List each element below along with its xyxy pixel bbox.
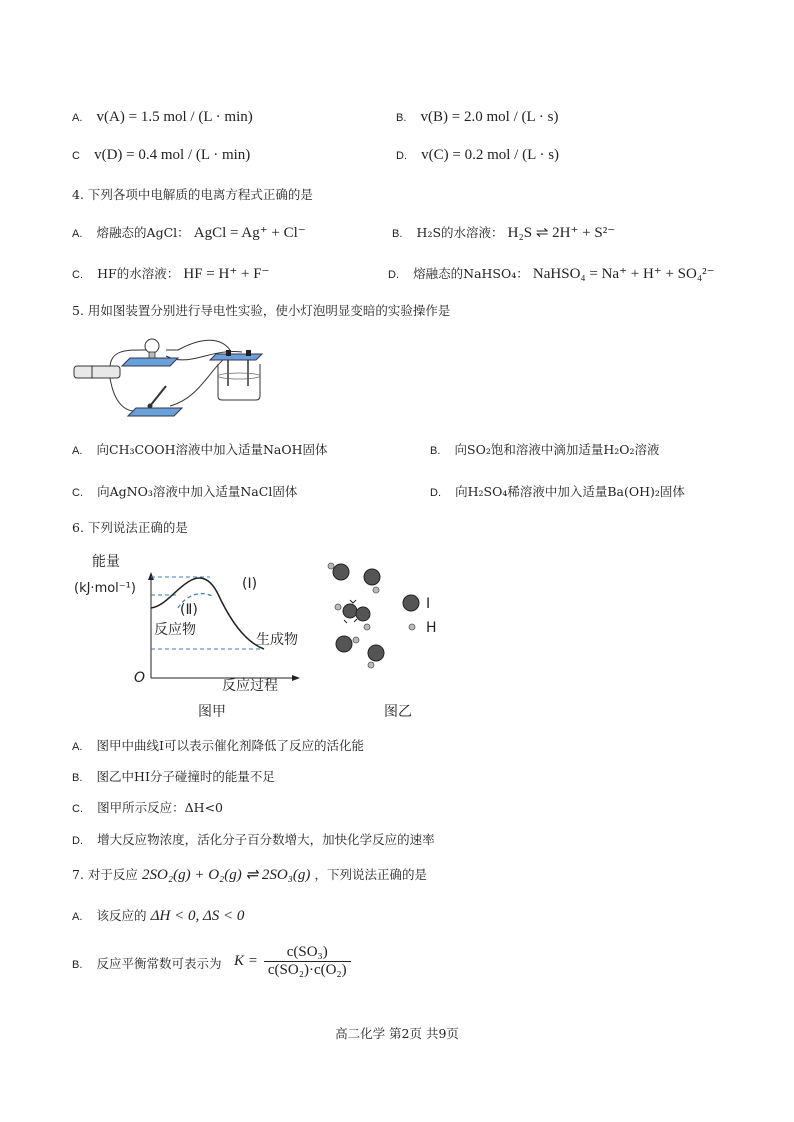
conductivity-apparatus-figure bbox=[70, 328, 310, 424]
option-letter: C. bbox=[72, 269, 83, 281]
reaction-equation: 2SO₂(g) + O₂(g) ⇌ 2SO₃(g) bbox=[142, 867, 311, 883]
option-text: 熔融态的AgCl： bbox=[96, 225, 190, 240]
q5-option-d bbox=[430, 483, 685, 502]
figure-a-caption: 图甲 bbox=[198, 704, 226, 720]
hi-molecule bbox=[368, 645, 384, 668]
fraction bbox=[264, 944, 351, 979]
molecule-collision-figure bbox=[320, 556, 460, 722]
q3-option-d bbox=[396, 146, 559, 165]
option-letter: A. bbox=[72, 228, 83, 240]
q4-option-a bbox=[72, 224, 306, 243]
wire bbox=[110, 378, 145, 411]
switch-lever bbox=[150, 386, 166, 406]
option-text: 增大反应物浓度，活化分子百分数增大，加快化学反应的速率 bbox=[97, 832, 435, 847]
ionization-equation: H₂S ⇌ 2H⁺ + S²⁻ bbox=[507, 225, 616, 241]
wire bbox=[166, 340, 230, 350]
ionization-equation: NaHSO₄ = Na⁺ + H⁺ + SO₄²⁻ bbox=[532, 266, 715, 282]
option-text: 向H₂SO₄稀溶液中加入适量Ba(OH)₂固体 bbox=[455, 484, 685, 499]
q5-option-b bbox=[430, 441, 660, 460]
q6-option-b bbox=[72, 768, 275, 787]
option-letter: A. bbox=[72, 741, 83, 753]
q6-option-a bbox=[72, 737, 364, 756]
q6-option-c bbox=[72, 799, 223, 818]
bulb-icon bbox=[145, 339, 159, 353]
q6-option-d bbox=[72, 831, 435, 850]
option-text: 图乙中HI分子碰撞时的能量不足 bbox=[96, 769, 275, 784]
k-lhs: K = bbox=[234, 953, 258, 969]
iodine-legend-label: I bbox=[426, 596, 431, 612]
hi-molecule bbox=[336, 636, 359, 652]
option-letter: D. bbox=[72, 835, 83, 847]
option-letter: C. bbox=[72, 803, 83, 815]
option-text: HF的水溶液： bbox=[97, 266, 180, 281]
ionization-equation: AgCl = Ag⁺ + Cl⁻ bbox=[193, 225, 306, 241]
option-letter: A. bbox=[72, 445, 83, 457]
page-footer: 高二化学 第2页 共9页 bbox=[335, 1026, 459, 1041]
curve-ii-label: (Ⅱ) bbox=[180, 602, 198, 618]
q7-stem-prefix: 7. 对于反应 bbox=[72, 867, 138, 882]
option-letter: C bbox=[72, 150, 80, 162]
option-text: 该反应的 bbox=[96, 908, 147, 923]
q6-stem: 6. 下列说法正确的是 bbox=[72, 520, 188, 535]
figure-b-caption: 图乙 bbox=[384, 704, 412, 720]
option-letter: B. bbox=[392, 228, 403, 240]
electrode-stand bbox=[210, 354, 262, 360]
reactant-label: 反应物 bbox=[154, 622, 196, 638]
option-text: H₂S的水溶液： bbox=[416, 225, 504, 240]
q7-stem bbox=[72, 866, 427, 885]
option-letter: D. bbox=[388, 269, 399, 281]
rate-expression: v(D) = 0.4 mol / (L · min) bbox=[94, 147, 251, 163]
hi-molecule bbox=[364, 569, 380, 593]
bulb-board bbox=[122, 358, 178, 366]
x-axis-label: 反应过程 bbox=[222, 678, 278, 694]
q7-stem-suffix: ，下列说法正确的是 bbox=[314, 867, 428, 882]
thermo-expression: ΔH < 0, ΔS < 0 bbox=[150, 908, 245, 924]
energy-profile-figure bbox=[70, 548, 320, 723]
q3-option-a bbox=[72, 108, 253, 127]
switch-board bbox=[128, 408, 182, 416]
option-text: 向AgNO₃溶液中加入适量NaCl固体 bbox=[97, 484, 298, 499]
option-text: 图甲所示反应：ΔH<0 bbox=[97, 800, 223, 815]
option-letter: D. bbox=[430, 487, 441, 499]
fraction-numerator: c(SO₃) bbox=[286, 944, 328, 960]
fraction-denominator: c(SO₂)·c(O₂) bbox=[267, 962, 347, 978]
q5-stem: 5. 用如图装置分别进行导电性实验，使小灯泡明显变暗的实验操作是 bbox=[72, 303, 451, 318]
option-letter: A. bbox=[72, 911, 83, 923]
q4-option-b bbox=[392, 224, 615, 243]
option-letter: A. bbox=[72, 112, 83, 124]
option-letter: B. bbox=[396, 112, 407, 124]
option-letter: B. bbox=[72, 959, 83, 971]
option-text: 熔融态的NaHSO₄： bbox=[413, 266, 529, 281]
option-letter: B. bbox=[430, 445, 441, 457]
option-text: 反应平衡常数可表示为 bbox=[96, 956, 222, 971]
option-text: 向CH₃COOH溶液中加入适量NaOH固体 bbox=[96, 442, 328, 457]
q4-stem: 4. 下列各项中电解质的电离方程式正确的是 bbox=[72, 187, 313, 202]
battery bbox=[74, 366, 120, 378]
beaker-icon bbox=[218, 364, 260, 400]
curve-i-label: (Ⅰ) bbox=[242, 576, 258, 592]
rate-expression: v(A) = 1.5 mol / (L · min) bbox=[96, 109, 253, 125]
rate-expression: v(B) = 2.0 mol / (L · s) bbox=[420, 109, 559, 125]
option-text: 图甲中曲线Ⅰ可以表示催化剂降低了反应的活化能 bbox=[96, 738, 364, 753]
q3-option-b bbox=[396, 108, 558, 127]
hydrogen-legend-label: H bbox=[426, 620, 437, 636]
hi-molecule bbox=[328, 563, 349, 580]
q5-option-a bbox=[72, 441, 328, 460]
y-axis-unit: (kJ·mol⁻¹) bbox=[74, 581, 136, 596]
option-text: 向SO₂饱和溶液中滴加适量H₂O₂溶液 bbox=[454, 442, 660, 457]
y-axis-label: 能量 bbox=[92, 554, 120, 570]
q4-option-c bbox=[72, 265, 269, 284]
hydrogen-legend-icon bbox=[409, 624, 415, 630]
q4-option-d bbox=[388, 265, 715, 284]
colliding-molecules bbox=[335, 600, 370, 630]
q3-option-c bbox=[72, 146, 250, 165]
ionization-equation: HF = H⁺ + F⁻ bbox=[183, 266, 270, 282]
option-letter: B. bbox=[72, 772, 83, 784]
option-letter: C. bbox=[72, 487, 83, 499]
iodine-legend-icon bbox=[403, 595, 419, 611]
equilibrium-constant-formula bbox=[234, 944, 351, 979]
wire bbox=[170, 356, 228, 406]
rate-expression: v(C) = 0.2 mol / (L · s) bbox=[421, 147, 560, 163]
origin-label: O bbox=[134, 670, 146, 686]
q5-option-c bbox=[72, 483, 297, 502]
option-letter: D. bbox=[396, 150, 407, 162]
q7-option-a bbox=[72, 907, 244, 926]
q7-option-b bbox=[72, 955, 222, 974]
product-label: 生成物 bbox=[256, 632, 298, 648]
